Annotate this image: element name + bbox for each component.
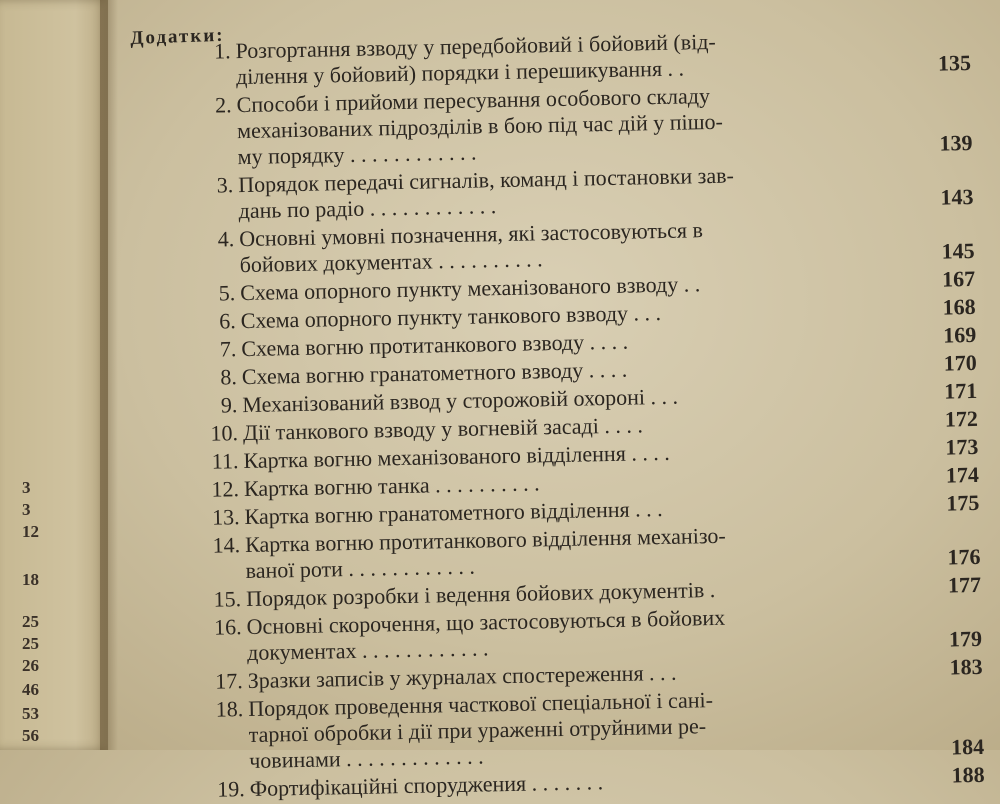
toc-entry-page: 175 bbox=[946, 489, 980, 516]
toc-entry-number: 1. bbox=[213, 38, 231, 64]
toc-entry-text: Порядок розробки і ведення бойових документів . bbox=[245, 577, 716, 612]
toc-entry-text: документах . . . . . . . . . . . . bbox=[246, 635, 489, 666]
toc-entry-text: Зразки записів у журналах спостереження . . . bbox=[247, 659, 677, 694]
toc-entry-text: механізованих підрозділів в бою під час дій у пішо- bbox=[236, 108, 724, 144]
toc-entry-text: Дії танкового взводу у вогневій засаді . . . . bbox=[242, 412, 644, 446]
toc-entry-text: Механізований взвод у сторожовій охороні . . . bbox=[242, 383, 679, 418]
left-page-number: 18 bbox=[22, 570, 39, 589]
toc-entry-number: 3. bbox=[216, 172, 234, 198]
left-page-number: 26 bbox=[22, 656, 39, 675]
toc-entry-text: тарної обробки і дії при ураженні отруйними ре- bbox=[248, 713, 707, 748]
toc-entry-text: човинами . . . . . . . . . . . . . bbox=[248, 743, 484, 773]
left-page-number: 25 bbox=[22, 634, 39, 653]
toc-entry-text: Схема вогню гранатометного взводу . . . . bbox=[241, 356, 628, 390]
toc-entry-number: 6. bbox=[219, 308, 237, 334]
toc-entry-page: 135 bbox=[937, 50, 972, 76]
toc-entry-text: Порядок проведення часткової спеціальної і сані- bbox=[247, 687, 714, 722]
toc-entry-text: бойових документах . . . . . . . . . . bbox=[239, 246, 543, 278]
toc-entry-number: 4. bbox=[217, 226, 235, 252]
toc-entry-text: Картка вогню танка . . . . . . . . . . bbox=[243, 470, 540, 502]
toc-entry-number: 9. bbox=[220, 392, 238, 418]
toc-entry-page: 167 bbox=[941, 265, 976, 292]
toc-entry-text: Картка вогню механізованого відділення . . . . bbox=[243, 439, 671, 474]
toc-entry-text: ділення у бойовий) порядки і перешикування . . bbox=[235, 55, 685, 90]
toc-entry-page: 171 bbox=[944, 377, 978, 404]
toc-entry-page: 183 bbox=[949, 653, 983, 680]
toc-entry-text: Способи і прийоми пересування особового складу bbox=[236, 83, 711, 118]
toc-entry-page: 169 bbox=[942, 321, 977, 348]
toc-entry-page: 177 bbox=[947, 571, 982, 598]
toc-entry bbox=[191, 77, 972, 170]
appendix-heading: Додатки: bbox=[130, 24, 225, 49]
toc-entry-text: Розгортання взводу у передбойовий і бойовий (від- bbox=[235, 28, 716, 64]
toc-entry-number: 16. bbox=[213, 614, 242, 640]
toc-entry bbox=[203, 681, 984, 774]
toc-entry-text: Схема опорного пункту механізованого взводу . . bbox=[240, 271, 701, 306]
toc-entry-page: 172 bbox=[944, 405, 979, 432]
table-of-contents bbox=[190, 5, 985, 802]
left-page-number: 56 bbox=[22, 726, 39, 745]
toc-entry-number: 7. bbox=[219, 336, 237, 362]
toc-entry-number: 14. bbox=[212, 532, 241, 558]
toc-entry-page: 179 bbox=[948, 625, 983, 652]
toc-entry-number: 13. bbox=[211, 504, 240, 530]
left-page-number: 3 bbox=[22, 500, 31, 519]
left-page-number: 25 bbox=[22, 612, 39, 631]
toc-entry-page: 168 bbox=[942, 293, 976, 320]
toc-entry-page: 143 bbox=[940, 183, 974, 210]
left-page-number: 12 bbox=[22, 522, 39, 541]
toc-entry-text: Фортифікаційні споруджения . . . . . . . bbox=[249, 769, 604, 801]
toc-entry-number: 10. bbox=[210, 420, 239, 446]
toc-entry-page: 170 bbox=[943, 349, 977, 376]
toc-entry-text: Картка вогню гранатометного відділення . . . bbox=[244, 496, 663, 530]
toc-entry-number: 11. bbox=[211, 448, 239, 474]
book-gutter bbox=[100, 0, 118, 750]
toc-entry-text: му порядку . . . . . . . . . . . . bbox=[237, 139, 477, 170]
toc-entry-page: 176 bbox=[947, 543, 981, 570]
toc-entry-text: Схема опорного пункту танкового взводу . . . bbox=[240, 300, 662, 334]
toc-entry-text: ваної роти . . . . . . . . . . . . bbox=[245, 553, 476, 584]
toc-entry-text: Картка вогню протитанкового відділення механізо- bbox=[244, 522, 726, 558]
toc-entry-number: 8. bbox=[220, 364, 238, 390]
left-page-number: 3 bbox=[22, 478, 31, 497]
toc-entry-text: дань по радіо . . . . . . . . . . . . bbox=[238, 193, 497, 224]
toc-entry-text: Порядок передачі сигналів, команд і постановки зав- bbox=[237, 162, 735, 198]
toc-entry-text: Основні умовні позначення, які застосовуються в bbox=[238, 217, 704, 252]
toc-entry-page: 188 bbox=[951, 761, 985, 788]
toc-entry-number: 12. bbox=[211, 476, 240, 502]
left-page-number: 53 bbox=[22, 704, 39, 723]
toc-entry-page: 145 bbox=[941, 237, 975, 264]
toc-entry-text: Схема вогню протитанкового взводу . . . . bbox=[241, 328, 629, 362]
left-page bbox=[0, 0, 108, 750]
toc-entry-number: 19. bbox=[217, 776, 246, 802]
toc-entry-number: 18. bbox=[215, 696, 244, 722]
toc-entry-number: 15. bbox=[213, 586, 242, 612]
toc-entry-page: 139 bbox=[939, 130, 973, 156]
toc-entry-text: Основні скорочення, що застосовуються в бойових bbox=[246, 604, 726, 640]
toc-entry-page: 174 bbox=[945, 461, 980, 488]
toc-entry-page: 184 bbox=[950, 733, 985, 760]
left-page-number: 46 bbox=[22, 680, 39, 699]
toc-entry-number: 2. bbox=[214, 92, 232, 118]
toc-entry-number: 17. bbox=[214, 668, 243, 694]
toc-entry-page: 173 bbox=[945, 433, 979, 460]
toc-entry-number: 5. bbox=[218, 280, 236, 306]
